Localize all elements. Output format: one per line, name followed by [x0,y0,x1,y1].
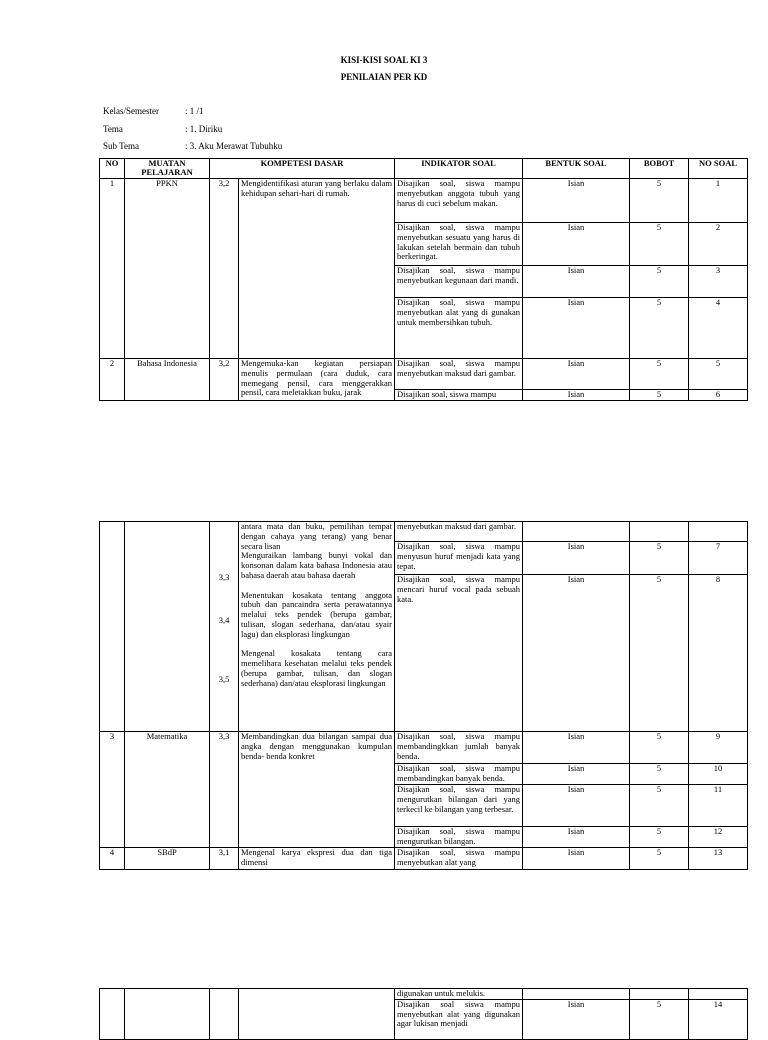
subtema-value: : 3. Aku Merawat Tubuhku [185,141,283,151]
bobot-cell: 5 [630,848,689,870]
no-soal-cell: 4 [689,298,748,359]
bentuk-cell [523,522,630,542]
header-no-soal: NO SOAL [689,159,748,179]
row-kd-text: Membandingkan dua bilangan sampai dua angka dengan menggunakan kumpulan benda- benda konkret [239,732,395,848]
no-soal-cell: 1 [689,179,748,223]
row-mapel: PPKN [125,179,210,359]
header-no: NO [100,159,125,179]
table-row [100,179,748,223]
row-no: 3 [100,732,125,848]
kelas-value: : 1 /1 [185,106,204,116]
bobot-cell: 5 [630,359,689,390]
no-soal-cell: 14 [689,999,748,1039]
header-bentuk: BENTUK SOAL [523,159,630,179]
row-mapel-empty [125,989,210,1040]
row-no-empty [100,522,125,732]
row-kd-numbers [210,522,239,732]
no-soal-cell: 7 [689,542,748,575]
table-row [100,989,748,1000]
row-kd-text-empty [239,989,395,1040]
indikator-cell: Disajikan soal, siswa mampu menyebutkan kegunaan dari mandi. [395,266,523,298]
indikator-cell: Disajikan soal, siswa mampu mengurutkan bilangan. [395,827,523,848]
row-kd-no-empty [210,989,239,1040]
document-title: KISI-KISI SOAL KI 3 [340,55,428,65]
row-kd-text: Mengemuka-kan kegiatan persiapan menulis permulaan (cara duduk, cara memegang pensil, cara menggerakkan pensil, cara meletakkan buku, jarak [239,359,395,401]
bentuk-cell: Isian [523,827,630,848]
subtema-label: Sub Tema [103,141,139,151]
bentuk-cell: Isian [523,785,630,827]
kd-3-3-text: Menguraikan lambang bunyi vokal dan konsonan dalam kata bahasa Indonesia atau bahasa daerah atau bahasa daerah [241,550,392,580]
indikator-cell: Disajikan soal, siswa mampu membandingkan banyak benda. [395,764,523,785]
bentuk-cell: Isian [523,359,630,390]
header-indikator: INDIKATOR SOAL [395,159,523,179]
indikator-cell: Disajikan soal, siswa mampu mengurutkan bilangan dari yang terkecil ke bilangan yang terbesar. [395,785,523,827]
row-kd-no: 3,1 [210,848,239,870]
indikator-cell: Disajikan soal, siswa mampu mencari huruf vocal pada sebuah kata. [395,575,523,732]
kisi-kisi-table-page3 [99,988,748,1040]
indikator-cell: Disajikan soal, siswa mampu [395,390,523,401]
indikator-cell: Disajikan soal, siswa mampu membandingkkan jumlah banyak benda. [395,732,523,764]
no-soal-cell: 3 [689,266,748,298]
indikator-cell: digunakan untuk melukis. [395,989,523,1000]
kd-no-3-5: 3,5 [218,673,230,684]
row-kd-no: 3,3 [210,732,239,848]
table-row [100,848,748,870]
kd-3-4-text: Menentukan kosakata tentang anggota tubuh dan pancaindra serta perawatannya melalui teks pendek (berupa gambar, tulisan, slogan sederhana, dan/atau syair lagu) dan eksplorasi lingkungan [241,589,392,639]
indikator-cell: menyebutkan maksud dari gambar. [395,522,523,542]
no-soal-cell: 10 [689,764,748,785]
row-mapel: Bahasa Indonesia [125,359,210,401]
indikator-cell: Disajikan soal siswa mampu menyebutkan alat yang digunakan agar lukisan menjadi [395,999,523,1039]
bentuk-cell: Isian [523,298,630,359]
row-kd-text: Mengenal karya ekspresi dua dan tiga dimensi [239,848,395,870]
indikator-cell: Disajikan soal, siswa mampu menyebutkan sesuatu yang harus di lakukan setelah bermain dan tubuh berkeringat. [395,223,523,266]
bobot-cell: 5 [630,542,689,575]
indikator-cell: Disajikan soal, siswa mampu menyusun huruf menjadi kata yang tepat. [395,542,523,575]
row-kd-text [239,522,395,732]
no-soal-cell: 2 [689,223,748,266]
bobot-cell: 5 [630,179,689,223]
table-row [100,522,748,542]
bentuk-cell: Isian [523,179,630,223]
table-header-row [100,159,748,179]
bobot-cell: 5 [630,266,689,298]
row-mapel-empty [125,522,210,732]
no-soal-cell: 8 [689,575,748,732]
kd-no-3-4: 3,4 [218,614,230,625]
kd-continued-text: antara mata dan buku, pemilihan tempat dengan cahaya yang terang) yang benar secara lisan [241,521,392,551]
row-no: 2 [100,359,125,401]
bentuk-cell: Isian [523,764,630,785]
tema-label: Tema [103,124,123,134]
row-no: 1 [100,179,125,359]
header-bobot: BOBOT [630,159,689,179]
bobot-cell: 5 [630,223,689,266]
table-row [100,359,748,390]
bentuk-cell: Isian [523,732,630,764]
kisi-kisi-table-page2 [99,521,748,870]
bentuk-cell: Isian [523,266,630,298]
bobot-cell: 5 [630,575,689,732]
table-row [100,732,748,764]
no-soal-cell: 13 [689,848,748,870]
bobot-cell: 5 [630,827,689,848]
bentuk-cell: Isian [523,848,630,870]
bobot-cell: 5 [630,999,689,1039]
no-soal-cell: 11 [689,785,748,827]
kelas-label: Kelas/Semester [103,106,159,116]
kd-3-5-text: Mengenal kosakata tentang cara memelihara kesehatan melalui teks pendek (berupa gambar, tulisan, dan slogan sederhana) dan/atau eksplorasi lingkungan [241,648,392,688]
document-subtitle: PENILAIAN PER KD [340,72,428,82]
bentuk-cell: Isian [523,223,630,266]
no-soal-cell: 6 [689,390,748,401]
bobot-cell: 5 [630,732,689,764]
no-soal-cell [689,989,748,1000]
kd-no-3-3: 3,3 [218,572,230,582]
row-kd-no: 3,2 [210,359,239,401]
row-kd-text: Mengidentifikasi aturan yang berlaku dalam kehidupan sehari-hari di rumah. [239,179,395,359]
bentuk-cell: Isian [523,542,630,575]
kisi-kisi-table-page1 [99,158,748,401]
no-soal-cell: 9 [689,732,748,764]
indikator-cell: Disajikan soal, siswa mampu menyebutkan anggota tubuh yang harus di cuci sebelum makan. [395,179,523,223]
header-kompetensi: KOMPETESI DASAR [210,159,395,179]
bobot-cell: 5 [630,764,689,785]
bobot-cell: 5 [630,785,689,827]
header-muatan: MUATAN PELAJARAN [125,159,210,179]
bentuk-cell: Isian [523,575,630,732]
no-soal-cell [689,522,748,542]
bentuk-cell: Isian [523,390,630,401]
bobot-cell: 5 [630,390,689,401]
bentuk-cell [523,989,630,1000]
bobot-cell [630,989,689,1000]
bentuk-cell: Isian [523,999,630,1039]
indikator-cell: Disajikan soal, siswa mampu menyebutkan alat yang di gunakan untuk membersihkan tubuh. [395,298,523,359]
tema-value: : 1. Diriku [185,124,223,134]
indikator-cell: Disajikan soal, siswa mampu menyebutkan alat yang [395,848,523,870]
row-mapel: SBdP [125,848,210,870]
no-soal-cell: 12 [689,827,748,848]
indikator-cell: Disajikan soal, siswa mampu menyebutkan maksud dari gambar. [395,359,523,390]
row-no-empty [100,989,125,1040]
no-soal-cell: 5 [689,359,748,390]
row-mapel: Matematika [125,732,210,848]
row-kd-no: 3,2 [210,179,239,359]
row-no: 4 [100,848,125,870]
bobot-cell: 5 [630,298,689,359]
bobot-cell [630,522,689,542]
